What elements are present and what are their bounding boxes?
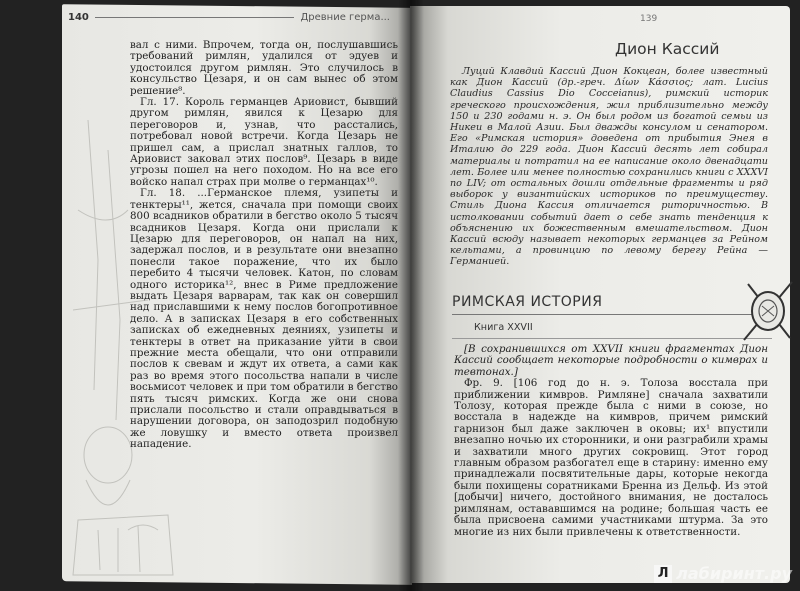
right-page-text	[454, 344, 768, 538]
book-rule	[452, 338, 772, 339]
editor-note: [В сохранившихся от XXVII книги фрагментах Дион Кассий сообщает некоторые подробности о кимврах и тевтонах.]	[454, 343, 768, 378]
bio-paragraph: Луций Клавдий Кассий Дион Кокцеан, более известный как Дион Кассий (др.-греч. Δίων Κάσσιος; лат. Lucius Claudius Cassius Dio Cocceianus), римский историк греческого происхождения, жил приблизительно между 150 и 230 годами н. э. Он был родом из богатой семьи из Никеи в Малой Азии. Был дважды консулом и сенатором. Его «Римская история» доведена от прибытия Энея в Италию до 229 года. Дион Кассий десять лет собирал материалы и потратил на ее написание около двенадцати лет. Более или менее полностью сохранились книги с XXXVI по LIV; от остальных дошли отдельные фрагменты и ряд выборок у византийских историков по преимуществу. Стиль Диона Кассия отличается риторичностью. В истолковании событий дает о себе знать тенденция к объяснению их божественным вмешательством. Дион Кассий всюду называет некоторых германцев за Рейном кельтами, а провинцию по левому берегу Рейна — Германией.	[450, 66, 768, 268]
section-title: РИМСКАЯ ИСТОРИЯ	[452, 294, 603, 310]
watermark	[654, 564, 792, 583]
right-page-header: 139	[640, 14, 658, 24]
left-page-text	[130, 40, 398, 451]
running-title: Древние герма...	[300, 12, 390, 23]
page-number: 140	[68, 12, 89, 23]
fragment-paragraph: Фр. 9. [106 год до н. э. Толоза восстала при приближении кимвров. Римляне] сначала захватили Толозу, которая прежде была с ними в союзе, но восстала в надежде на кимвров, причем римский гарнизон был даже заключен в оковы; их¹ впустили внезапно ночью их сторонники, и они разграбили храмы и захватили много других сокровищ. Этот город главным образом разбогател еще в старину: именно ему принадлежали посвятительные дары, которые некогда были похищены соратниками Бренна из Дельф. Из этой [добычи] ничего, достойного внимания, не досталось римлянам, остававшимся на родине; большая часть ее была присвоена самими участниками штурма. За это многие из них были привлечены к ответственности.	[454, 377, 768, 538]
paragraph: Гл. 18. ...Германское племя, узипеты и тенктеры¹¹, жется, сначала при помощи своих 800 всадников обратили в бегство около 5 тысяч всадников Цезаря. Когда они прислали к Цезарю для переговоров, он напал на них, задержал послов, и в результате они внезапно понесли такое поражение, что их было перебито 4 тысячи человек. Катон, по словам одного историка¹², внес в Риме предложение выдать Цезаря варварам, так как он совершил над приславшими к нему послов богопротивное дело. А в записках Цезаря в его собственных записках об ежедневных деяниях, узипеты и тенктеры в ответ на приказание уйти в свои прежние места обещали, что они отправили послов к свевам и ждут их ответа, а сами как раз во время этого посольства напали в числе восьмисот человек и при том обратили в бегство пять тысяч римских. Когда же они снова прислали посольство и стали оправдываться в нарушении договора, он заподозрил подобную же ловушку и вместо ответа произвел нападение.	[130, 187, 398, 451]
watermark-logo-icon: Л	[654, 565, 672, 583]
section-rule	[452, 314, 772, 315]
paragraph: вал с ними. Впрочем, тогда он, послушавшись требований римлян, удалился от эдуев и удостоился другом римлян. Это случилось в консульство Цезаря, и он сам вынес об этом решение⁸.	[130, 39, 398, 97]
book-label: Книга XXVII	[474, 322, 533, 333]
author-bio	[450, 66, 768, 268]
author-heading: Дион Кассий	[615, 40, 720, 58]
shield-emblem-icon	[740, 276, 796, 346]
paragraph: Гл. 17. Король германцев Ариовист, бывший другом римлян, явился к Цезарю для переговоров и, узнав, что расстались, потребовал новой встречи. Когда Цезарь не пришел сам, а прислал знатных галлов, то Ариовист заковал этих послов⁹. Цезарь в виде угрозы пошел на него походом. Но на все его войско напал страх при молве о германцах¹⁰.	[130, 96, 398, 188]
left-page-header	[68, 12, 390, 23]
watermark-text: лабиринт.ру	[676, 564, 792, 583]
header-rule	[95, 17, 295, 18]
